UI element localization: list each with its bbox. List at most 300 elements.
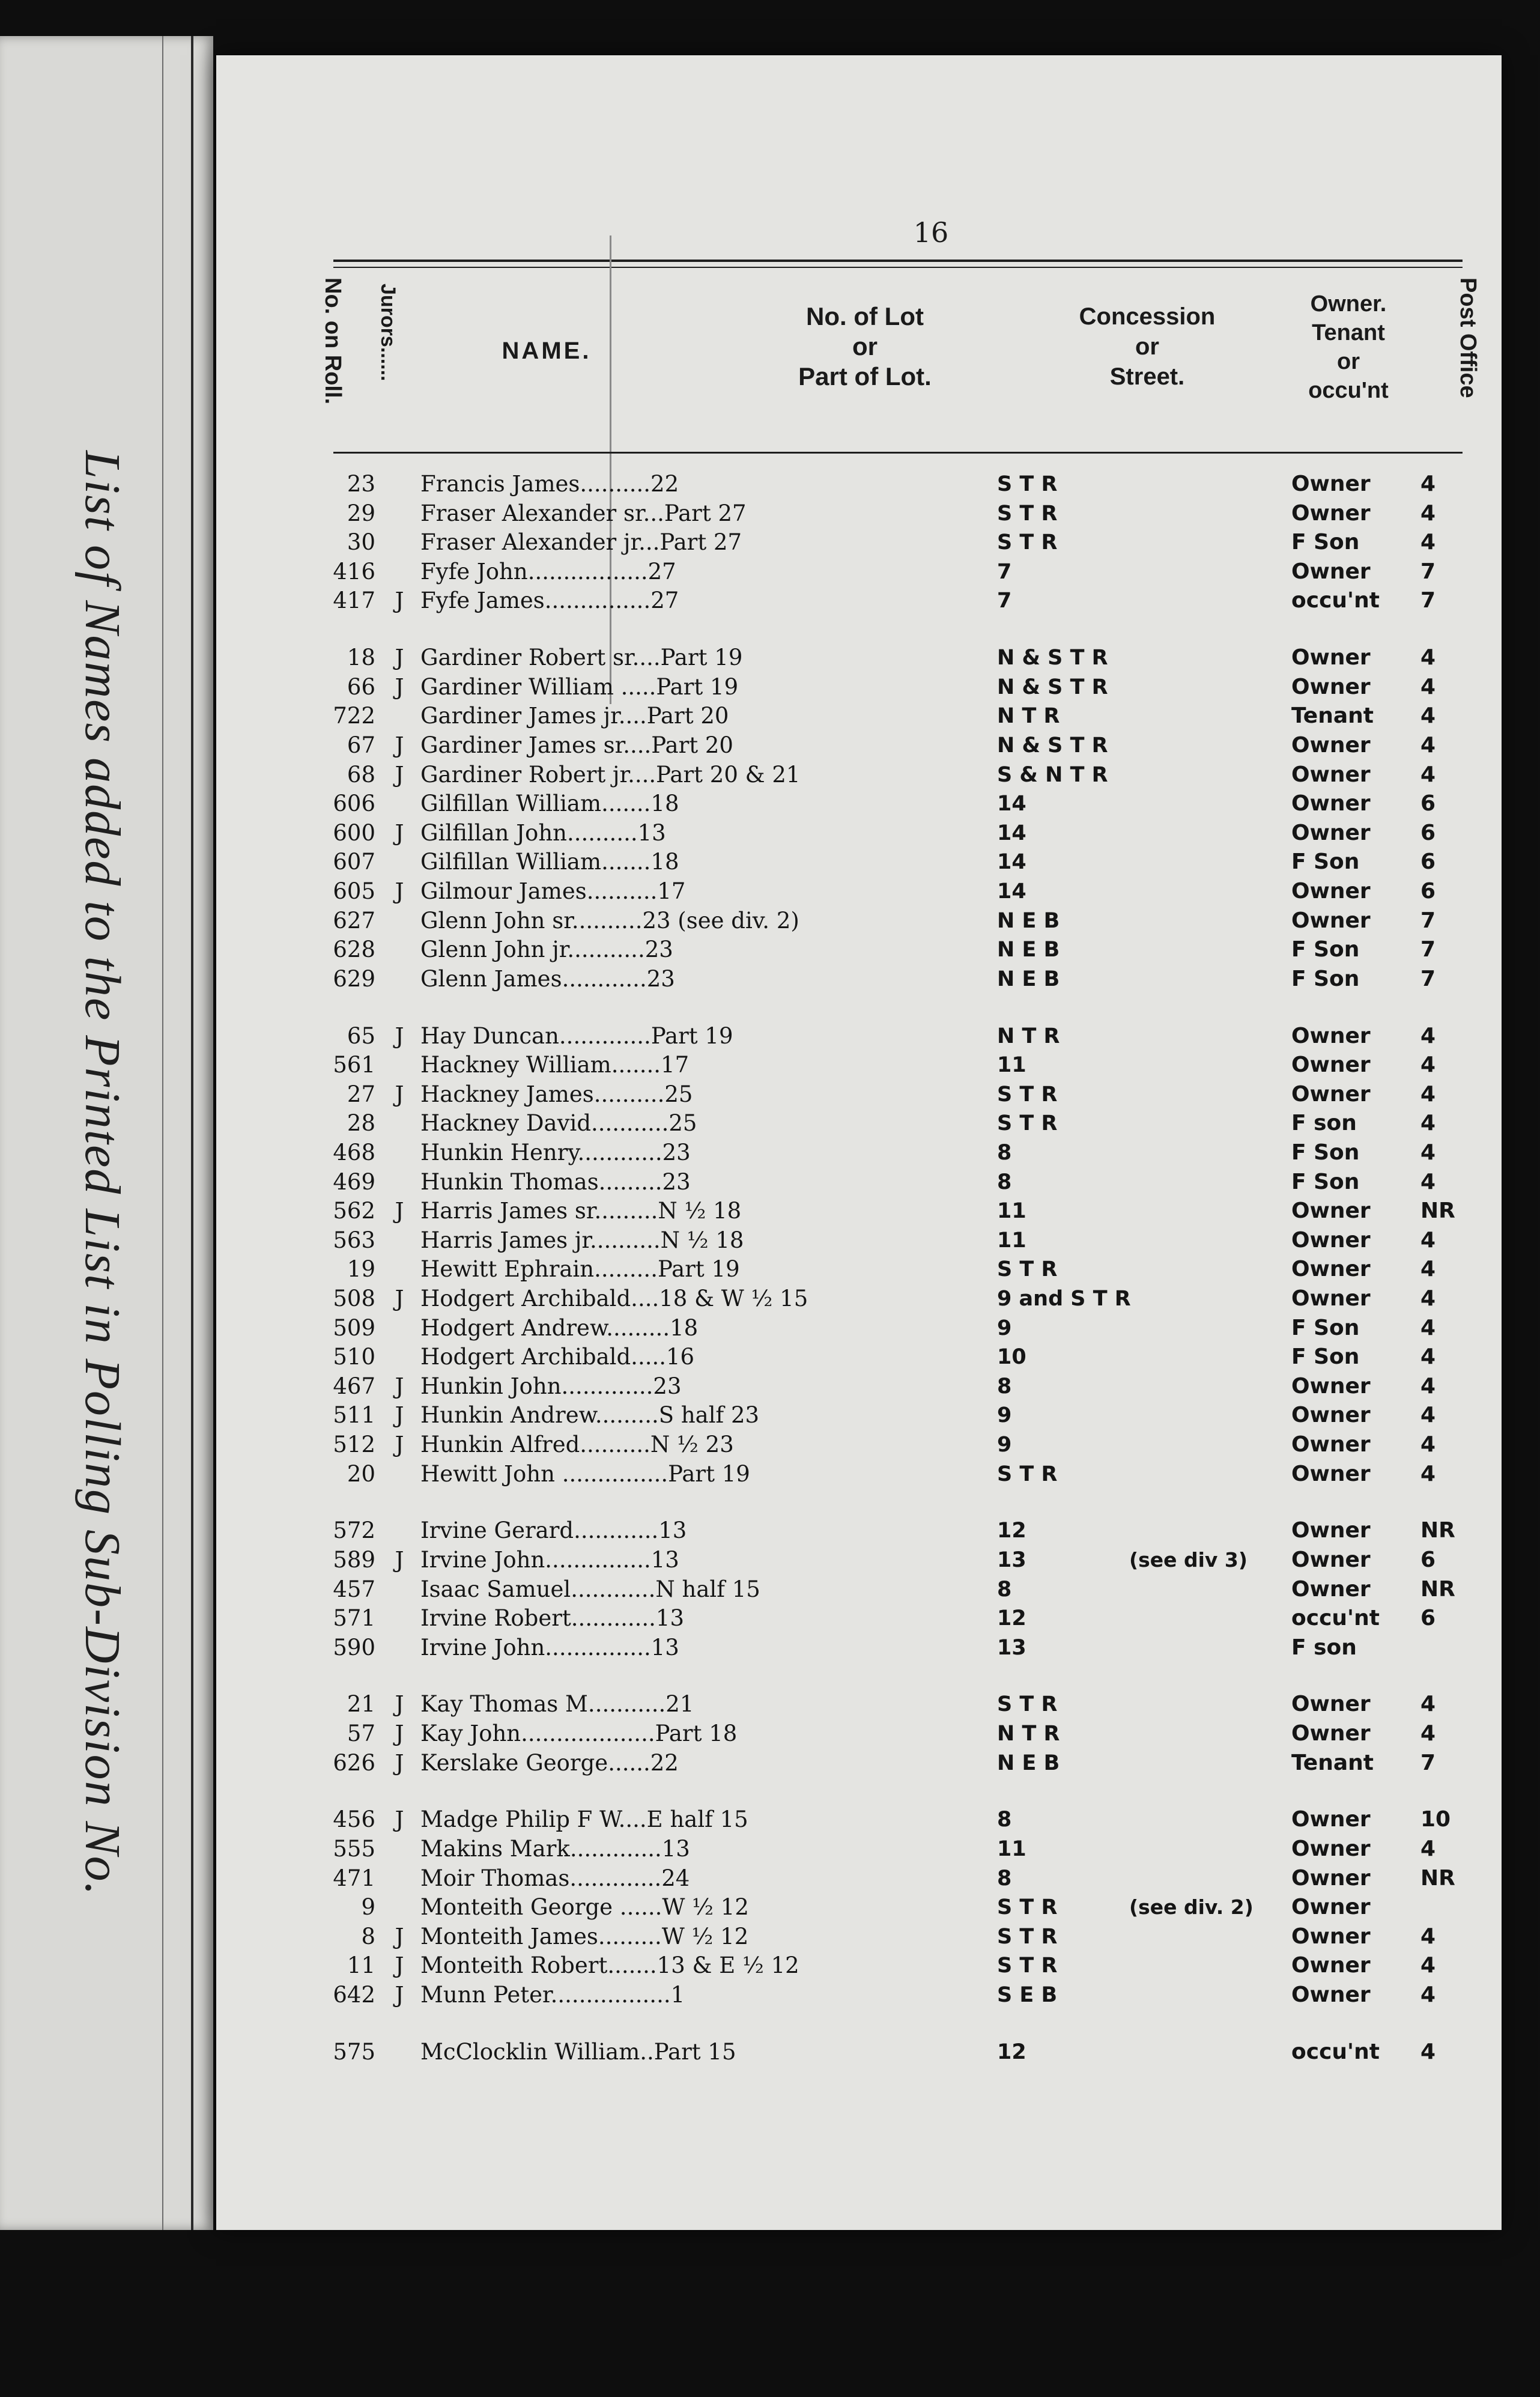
owner-status: Tenant: [1291, 703, 1374, 728]
side-title: List of Names added to the Printed List in Polling Sub-Division No.: [74, 451, 130, 1897]
juror-mark: J: [395, 1547, 404, 1573]
post-office: 7: [1420, 559, 1436, 584]
name-and-lot: Gilmour James..........17: [420, 878, 686, 904]
header-owner-line: Tenant: [1312, 320, 1385, 345]
roll-number: 66: [347, 674, 375, 700]
roll-number: 21: [347, 1691, 375, 1717]
register-row: [216, 1401, 1502, 1430]
roll-number: 607: [333, 849, 375, 875]
roll-number: 555: [333, 1836, 375, 1862]
concession: N E B: [997, 909, 1060, 933]
register-row: [216, 1255, 1502, 1284]
owner-status: Owner: [1291, 1866, 1371, 1891]
concession: N E B: [997, 1751, 1060, 1775]
register-row: [216, 1168, 1502, 1197]
register-row: [216, 1343, 1502, 1372]
name-and-lot: Hackney William.......17: [420, 1052, 690, 1078]
concession: S E B: [997, 1983, 1058, 2007]
concession: 10: [997, 1345, 1026, 1369]
juror-mark: J: [395, 1402, 404, 1428]
post-office: NR: [1420, 1198, 1455, 1223]
roll-number: 9: [361, 1894, 375, 1920]
juror-mark: J: [395, 1750, 404, 1776]
post-office: 4: [1420, 1228, 1436, 1253]
register-row: [216, 1314, 1502, 1343]
register-row: [216, 1430, 1502, 1459]
division-note: (see div. 2): [1129, 1895, 1254, 1919]
header-owner: [1273, 290, 1423, 405]
concession: N T R: [997, 1722, 1060, 1746]
name-and-lot: Gardiner James jr....Part 20: [420, 703, 729, 729]
owner-status: Owner: [1291, 821, 1371, 845]
roll-number: 511: [333, 1402, 375, 1428]
header-conc-line: Concession: [1079, 303, 1216, 330]
binding-rule: [162, 36, 163, 2230]
register-row: [216, 1749, 1502, 1778]
owner-status: occu'nt: [1291, 2040, 1380, 2064]
post-office: 6: [1420, 821, 1436, 845]
owner-status: F Son: [1291, 1170, 1360, 1194]
header-owner-line: occu'nt: [1308, 378, 1389, 403]
roll-number: 600: [333, 820, 375, 846]
owner-status: Owner: [1291, 1257, 1371, 1281]
concession: 7: [997, 589, 1012, 613]
concession: 11: [997, 1053, 1026, 1077]
register-row: [216, 557, 1502, 586]
concession: N E B: [997, 938, 1060, 962]
header-conc-line: Street.: [1109, 363, 1185, 390]
owner-status: Owner: [1291, 1432, 1371, 1457]
name-and-lot: Hunkin Thomas.........23: [420, 1169, 691, 1195]
name-and-lot: Gardiner Robert jr....Part 20 & 21: [420, 762, 801, 788]
concession: S T R: [997, 472, 1058, 496]
name-and-lot: Madge Philip F W....E half 15: [420, 1806, 748, 1832]
register-row: [216, 789, 1502, 818]
post-office: 7: [1420, 908, 1436, 933]
header-owner-line: or: [1337, 349, 1360, 374]
name-and-lot: Isaac Samuel............N half 15: [420, 1576, 760, 1602]
owner-status: Owner: [1291, 791, 1371, 816]
name-and-lot: Gardiner Robert sr....Part 19: [420, 645, 743, 670]
post-office: 4: [1420, 1836, 1436, 1861]
register-row: [216, 1546, 1502, 1575]
name-and-lot: Hackney David...........25: [420, 1110, 697, 1136]
owner-status: Tenant: [1291, 1751, 1374, 1775]
register-row: [216, 1051, 1502, 1080]
concession: 11: [997, 1199, 1026, 1223]
name-and-lot: Hodgert Archibald.....16: [420, 1344, 695, 1370]
roll-number: 508: [333, 1286, 375, 1311]
concession: S T R: [997, 1257, 1058, 1281]
roll-number: 642: [333, 1982, 375, 2008]
post-office: 4: [1420, 1111, 1436, 1135]
name-and-lot: Fraser Alexander jr...Part 27: [420, 529, 742, 555]
concession: 9: [997, 1433, 1012, 1457]
name-and-lot: Gilfillan John..........13: [420, 820, 666, 846]
binding-rule: [191, 36, 193, 2230]
register-row: [216, 1022, 1502, 1051]
name-and-lot: Irvine John...............13: [420, 1547, 679, 1573]
juror-mark: J: [395, 1806, 404, 1832]
post-office: 4: [1420, 645, 1436, 670]
name-and-lot: Hunkin Alfred..........N ½ 23: [420, 1432, 734, 1457]
owner-status: Owner: [1291, 1228, 1371, 1253]
owner-status: occu'nt: [1291, 1606, 1380, 1630]
name-and-lot: Glenn James............23: [420, 966, 675, 992]
register-row: [216, 1284, 1502, 1313]
name-and-lot: Kay John...................Part 18: [420, 1721, 738, 1746]
name-and-lot: Hodgert Andrew.........18: [420, 1315, 699, 1341]
concession: S T R: [997, 1083, 1058, 1107]
concession: 8: [997, 1578, 1012, 1602]
owner-status: Owner: [1291, 1024, 1371, 1048]
name-and-lot: Monteith George ......W ½ 12: [420, 1894, 749, 1920]
roll-number: 605: [333, 878, 375, 904]
post-office: 4: [1420, 675, 1436, 699]
owner-status: Owner: [1291, 1548, 1371, 1572]
concession: 12: [997, 1519, 1026, 1543]
header-lot-line: No. of Lot: [806, 302, 924, 330]
post-office: 4: [1420, 1053, 1436, 1077]
roll-number: 20: [347, 1461, 375, 1487]
post-office: 4: [1420, 703, 1436, 728]
header-lot-line: or: [852, 332, 878, 360]
owner-status: Owner: [1291, 1518, 1371, 1543]
roll-number: 11: [347, 1952, 375, 1978]
post-office: 6: [1420, 791, 1436, 816]
concession: S T R: [997, 1954, 1058, 1978]
name-and-lot: Fraser Alexander sr...Part 27: [420, 500, 747, 526]
header-post-office: Post Office: [1455, 278, 1481, 398]
juror-mark: J: [395, 762, 404, 788]
name-and-lot: Irvine Gerard............13: [420, 1517, 687, 1543]
roll-number: 457: [333, 1576, 375, 1602]
name-and-lot: Makins Mark.............13: [420, 1836, 690, 1862]
post-office: 4: [1420, 1692, 1436, 1716]
name-and-lot: Harris James sr.........N ½ 18: [420, 1198, 742, 1224]
register-row: [216, 1864, 1502, 1893]
owner-status: Owner: [1291, 1198, 1371, 1223]
left-binding-page: [0, 36, 213, 2230]
juror-mark: J: [395, 1721, 404, 1746]
owner-status: Owner: [1291, 733, 1371, 758]
register-row: [216, 702, 1502, 731]
name-and-lot: Hodgert Archibald....18 & W ½ 15: [420, 1286, 808, 1311]
top-rule: [333, 267, 1463, 268]
header-jurors: Jurors......: [377, 284, 399, 381]
division-note: (see div 3): [1129, 1548, 1247, 1572]
owner-status: F Son: [1291, 530, 1360, 554]
post-office: 7: [1420, 1751, 1436, 1775]
juror-mark: J: [395, 674, 404, 700]
owner-status: Owner: [1291, 1577, 1371, 1602]
juror-mark: J: [395, 1432, 404, 1457]
concession: 12: [997, 2040, 1026, 2064]
name-and-lot: Munn Peter.................1: [420, 1982, 685, 2008]
owner-status: Owner: [1291, 1807, 1371, 1832]
register-row: [216, 1080, 1502, 1109]
name-and-lot: Harris James jr..........N ½ 18: [420, 1227, 744, 1253]
concession: N E B: [997, 967, 1060, 991]
juror-mark: J: [395, 645, 404, 670]
register-row: [216, 1226, 1502, 1255]
post-office: 10: [1420, 1807, 1451, 1832]
owner-status: Owner: [1291, 472, 1371, 496]
post-office: 4: [1420, 1721, 1436, 1746]
owner-status: F Son: [1291, 1140, 1360, 1165]
name-and-lot: Hay Duncan.............Part 19: [420, 1023, 733, 1049]
concession: 14: [997, 792, 1026, 816]
post-office: 4: [1420, 2040, 1436, 2064]
roll-number: 27: [347, 1081, 375, 1107]
name-and-lot: Hunkin Andrew.........S half 23: [420, 1402, 760, 1428]
post-office: 4: [1420, 1170, 1436, 1194]
concession: N & S T R: [997, 675, 1108, 699]
name-and-lot: Gilfillan William.......18: [420, 849, 679, 875]
roll-number: 30: [347, 529, 375, 555]
post-office: 4: [1420, 1344, 1436, 1369]
concession: 11: [997, 1837, 1026, 1861]
register-row: [216, 935, 1502, 964]
juror-mark: J: [395, 1373, 404, 1399]
register-row: [216, 819, 1502, 848]
register-row: [216, 965, 1502, 994]
roll-number: 512: [333, 1432, 375, 1457]
post-office: NR: [1420, 1577, 1455, 1602]
register-row: [216, 499, 1502, 528]
owner-status: F Son: [1291, 1316, 1360, 1340]
header-concession: [1033, 302, 1261, 392]
post-office: 4: [1420, 733, 1436, 758]
register-row: [216, 643, 1502, 672]
name-and-lot: Gardiner William .....Part 19: [420, 674, 739, 700]
concession: S T R: [997, 1925, 1058, 1949]
register-row: [216, 1893, 1502, 1922]
roll-number: 629: [333, 966, 375, 992]
name-and-lot: Glenn John jr...........23: [420, 937, 673, 962]
owner-status: Owner: [1291, 1982, 1371, 2007]
roll-number: 575: [333, 2039, 375, 2065]
roll-number: 57: [347, 1721, 375, 1746]
register-row: [216, 673, 1502, 702]
owner-status: F Son: [1291, 849, 1360, 874]
concession: 8: [997, 1170, 1012, 1194]
owner-status: Owner: [1291, 1403, 1371, 1427]
owner-status: F Son: [1291, 1344, 1360, 1369]
roll-number: 416: [333, 559, 375, 585]
register-row: [216, 1805, 1502, 1834]
roll-number: 627: [333, 908, 375, 934]
owner-status: F son: [1291, 1111, 1357, 1135]
name-and-lot: Hunkin John.............23: [420, 1373, 682, 1399]
concession: S & N T R: [997, 763, 1108, 787]
owner-status: Owner: [1291, 1895, 1371, 1919]
register-page: [216, 55, 1502, 2230]
roll-number: 626: [333, 1750, 375, 1776]
post-office: 7: [1420, 967, 1436, 991]
name-and-lot: McClocklin William..Part 15: [420, 2039, 736, 2065]
juror-mark: J: [395, 820, 404, 846]
header-roll: No. on Roll.: [320, 278, 345, 405]
post-office: 4: [1420, 1140, 1436, 1165]
juror-mark: J: [395, 732, 404, 758]
concession: 13: [997, 1548, 1026, 1572]
name-and-lot: Monteith James.........W ½ 12: [420, 1924, 749, 1949]
register-row: [216, 1951, 1502, 1980]
concession: N & S T R: [997, 646, 1108, 670]
name-and-lot: Monteith Robert.......13 & E ½ 12: [420, 1952, 799, 1978]
register-row: [216, 877, 1502, 906]
register-row: [216, 907, 1502, 935]
roll-number: 471: [333, 1865, 375, 1891]
register-row: [216, 586, 1502, 615]
name-and-lot: Irvine John...............13: [420, 1635, 679, 1660]
concession: 8: [997, 1375, 1012, 1399]
header-owner-line: Owner.: [1310, 291, 1387, 317]
roll-number: 722: [333, 703, 375, 729]
owner-status: Owner: [1291, 1082, 1371, 1107]
header-rule: [333, 452, 1463, 454]
post-office: 4: [1420, 1374, 1436, 1399]
roll-number: 509: [333, 1315, 375, 1341]
juror-mark: J: [395, 1286, 404, 1311]
post-office: NR: [1420, 1518, 1455, 1543]
owner-status: Owner: [1291, 1286, 1371, 1311]
concession: 14: [997, 880, 1026, 904]
concession: 13: [997, 1636, 1026, 1660]
roll-number: 510: [333, 1344, 375, 1370]
concession: 8: [997, 1808, 1012, 1832]
concession: 14: [997, 850, 1026, 874]
owner-status: F Son: [1291, 967, 1360, 991]
post-office: 4: [1420, 1953, 1436, 1978]
roll-number: 606: [333, 791, 375, 816]
header-lot: [745, 302, 985, 392]
owner-status: Owner: [1291, 559, 1371, 584]
roll-number: 563: [333, 1227, 375, 1253]
name-and-lot: Francis James..........22: [420, 471, 679, 497]
post-office: 4: [1420, 1316, 1436, 1340]
roll-number: 571: [333, 1605, 375, 1631]
register-row: [216, 470, 1502, 499]
post-office: 6: [1420, 1548, 1436, 1572]
register-row: [216, 848, 1502, 876]
roll-number: 456: [333, 1806, 375, 1832]
name-and-lot: Gilfillan William.......18: [420, 791, 679, 816]
concession: 7: [997, 560, 1012, 584]
owner-status: Owner: [1291, 1053, 1371, 1077]
name-and-lot: Kay Thomas M...........21: [420, 1691, 694, 1717]
post-office: 4: [1420, 1082, 1436, 1107]
name-and-lot: Hewitt Ephrain.........Part 19: [420, 1256, 740, 1282]
owner-status: Owner: [1291, 879, 1371, 904]
concession: 8: [997, 1867, 1012, 1891]
register-row: [216, 1604, 1502, 1633]
register-row: [216, 761, 1502, 789]
owner-status: Owner: [1291, 1924, 1371, 1949]
owner-status: Owner: [1291, 675, 1371, 699]
post-office: 4: [1420, 1024, 1436, 1048]
register-row: [216, 1981, 1502, 2010]
post-office: 4: [1420, 530, 1436, 554]
owner-status: Owner: [1291, 1953, 1371, 1978]
owner-status: Owner: [1291, 1462, 1371, 1486]
register-row: [216, 1372, 1502, 1401]
juror-mark: J: [395, 1952, 404, 1978]
roll-number: 572: [333, 1517, 375, 1543]
roll-number: 469: [333, 1169, 375, 1195]
post-office: 6: [1420, 879, 1436, 904]
post-office: 4: [1420, 1982, 1436, 2007]
header-conc-line: or: [1135, 333, 1159, 360]
owner-status: F son: [1291, 1635, 1357, 1660]
concession: N T R: [997, 1024, 1060, 1048]
juror-mark: J: [395, 1023, 404, 1049]
roll-number: 589: [333, 1547, 375, 1573]
register-row: [216, 1690, 1502, 1719]
register-row: [216, 1138, 1502, 1167]
owner-status: occu'nt: [1291, 588, 1380, 613]
roll-number: 19: [347, 1256, 375, 1282]
register-row: [216, 1197, 1502, 1226]
register-row: [216, 1835, 1502, 1864]
roll-number: 29: [347, 500, 375, 526]
name-and-lot: Hunkin Henry............23: [420, 1140, 691, 1165]
top-rule: [333, 260, 1463, 262]
concession: S T R: [997, 1462, 1058, 1486]
juror-mark: J: [395, 1081, 404, 1107]
roll-number: 561: [333, 1052, 375, 1078]
owner-status: Owner: [1291, 501, 1371, 526]
register-row: [216, 528, 1502, 557]
name-and-lot: Irvine Robert............13: [420, 1605, 685, 1631]
owner-status: Owner: [1291, 1692, 1371, 1716]
post-office: 4: [1420, 1432, 1436, 1457]
roll-number: 467: [333, 1373, 375, 1399]
juror-mark: J: [395, 1924, 404, 1949]
concession: N T R: [997, 704, 1060, 728]
register-row: [216, 2038, 1502, 2067]
concession: 11: [997, 1229, 1026, 1253]
concession: S T R: [997, 1895, 1058, 1919]
register-row: [216, 1460, 1502, 1489]
juror-mark: J: [395, 1691, 404, 1717]
roll-number: 18: [347, 645, 375, 670]
concession: 14: [997, 821, 1026, 845]
post-office: 4: [1420, 1403, 1436, 1427]
roll-number: 417: [333, 588, 375, 613]
header-name: NAME.: [502, 338, 592, 364]
juror-mark: J: [395, 588, 404, 613]
post-office: 4: [1420, 1924, 1436, 1949]
name-and-lot: Hewitt John ...............Part 19: [420, 1461, 750, 1487]
owner-status: Owner: [1291, 645, 1371, 670]
register-row: [216, 1719, 1502, 1748]
roll-number: 68: [347, 762, 375, 788]
register-row: [216, 1922, 1502, 1951]
owner-status: Owner: [1291, 1374, 1371, 1399]
concession: 8: [997, 1141, 1012, 1165]
post-office: 4: [1420, 501, 1436, 526]
roll-number: 8: [361, 1924, 375, 1949]
roll-number: 590: [333, 1635, 375, 1660]
register-row: [216, 1633, 1502, 1662]
post-office: 4: [1420, 1257, 1436, 1281]
owner-status: Owner: [1291, 1836, 1371, 1861]
roll-number: 65: [347, 1023, 375, 1049]
name-and-lot: Glenn John sr..........23 (see div. 2): [420, 908, 799, 934]
roll-number: 67: [347, 732, 375, 758]
